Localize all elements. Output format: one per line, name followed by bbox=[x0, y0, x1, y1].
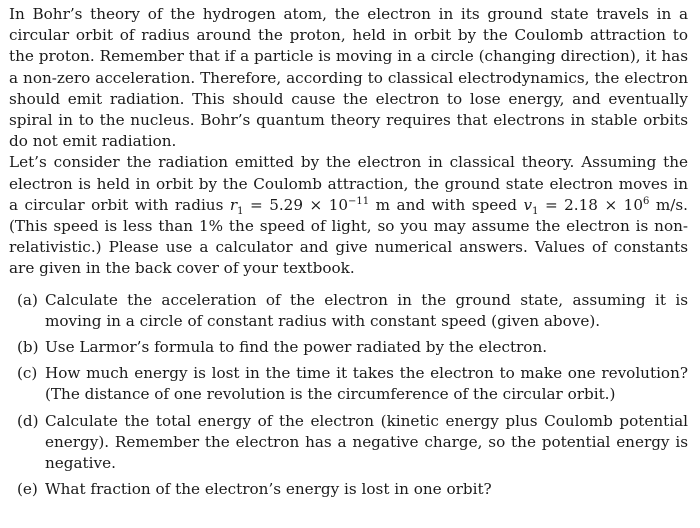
part-label: (e) bbox=[17, 480, 38, 499]
radius-subscript: 1 bbox=[237, 205, 244, 217]
part-label: (c) bbox=[17, 364, 38, 383]
setup-text-tail: m/s. (This speed is less than 1% the speed of light, so you may assume the electron is non-relativistic.) Please use a calculator and give numerical answers. Values of constants are given in the back cover of your textbook. bbox=[9, 195, 688, 278]
question-part-e bbox=[9, 479, 688, 500]
question-part-c bbox=[9, 363, 688, 405]
radius-exponent: −11 bbox=[348, 195, 370, 207]
radius-symbol: r bbox=[229, 195, 238, 214]
radius-value: = 5.29 × 10 bbox=[243, 195, 349, 214]
setup-paragraph bbox=[9, 152, 688, 279]
speed-symbol: v bbox=[523, 195, 533, 214]
question-part-b bbox=[9, 337, 688, 358]
part-text: Use Larmor’s formula to find the power radiated by the electron. bbox=[45, 338, 548, 357]
radius-unit: m and with speed bbox=[369, 195, 524, 214]
intro-paragraph: In Bohr’s theory of the hydrogen atom, the electron in its ground state travels in a circular orbit of radius around the proton, held in orbit by the Coulomb attraction to the proton. Remember that if a particle is moving in a circle (changing direction), it has a non-zero acceleration. Therefore, according to classical electrodynamics, the electron should emit radiation. This should cause the electron to lose energy, and eventually spiral in to the nucleus. Bohr’s quantum theory requires that electrons in stable orbits do not emit radiation. bbox=[9, 5, 688, 151]
question-parts-list bbox=[9, 290, 688, 501]
speed-value: = 2.18 × 10 bbox=[538, 195, 643, 214]
part-label: (b) bbox=[17, 338, 39, 357]
speed-subscript: 1 bbox=[532, 205, 539, 217]
question-part-d bbox=[9, 411, 688, 475]
part-label: (a) bbox=[17, 290, 38, 309]
part-text: Calculate the acceleration of the electron in the ground state, assuming it is moving in a circle of constant radius with constant speed (given above). bbox=[45, 290, 688, 330]
setup-text-lead: Let’s consider the radiation emitted by the electron in classical theory. Assuming the electron is held in orbit by the Coulomb attraction, the ground state electron moves in a circular orbit with radius bbox=[9, 153, 688, 214]
speed-exponent: 6 bbox=[642, 195, 650, 207]
part-text: How much energy is lost in the time it takes the electron to make one revolution? (The distance of one revolution is the circumference of the circular orbit.) bbox=[45, 364, 688, 404]
part-text: Calculate the total energy of the electron (kinetic energy plus Coulomb potential energy). Remember the electron has a negative charge, so the potential energy is negative. bbox=[45, 411, 688, 473]
question-part-a bbox=[9, 290, 688, 332]
part-text: What fraction of the electron’s energy is lost in one orbit? bbox=[45, 480, 492, 499]
part-label: (d) bbox=[17, 411, 39, 430]
